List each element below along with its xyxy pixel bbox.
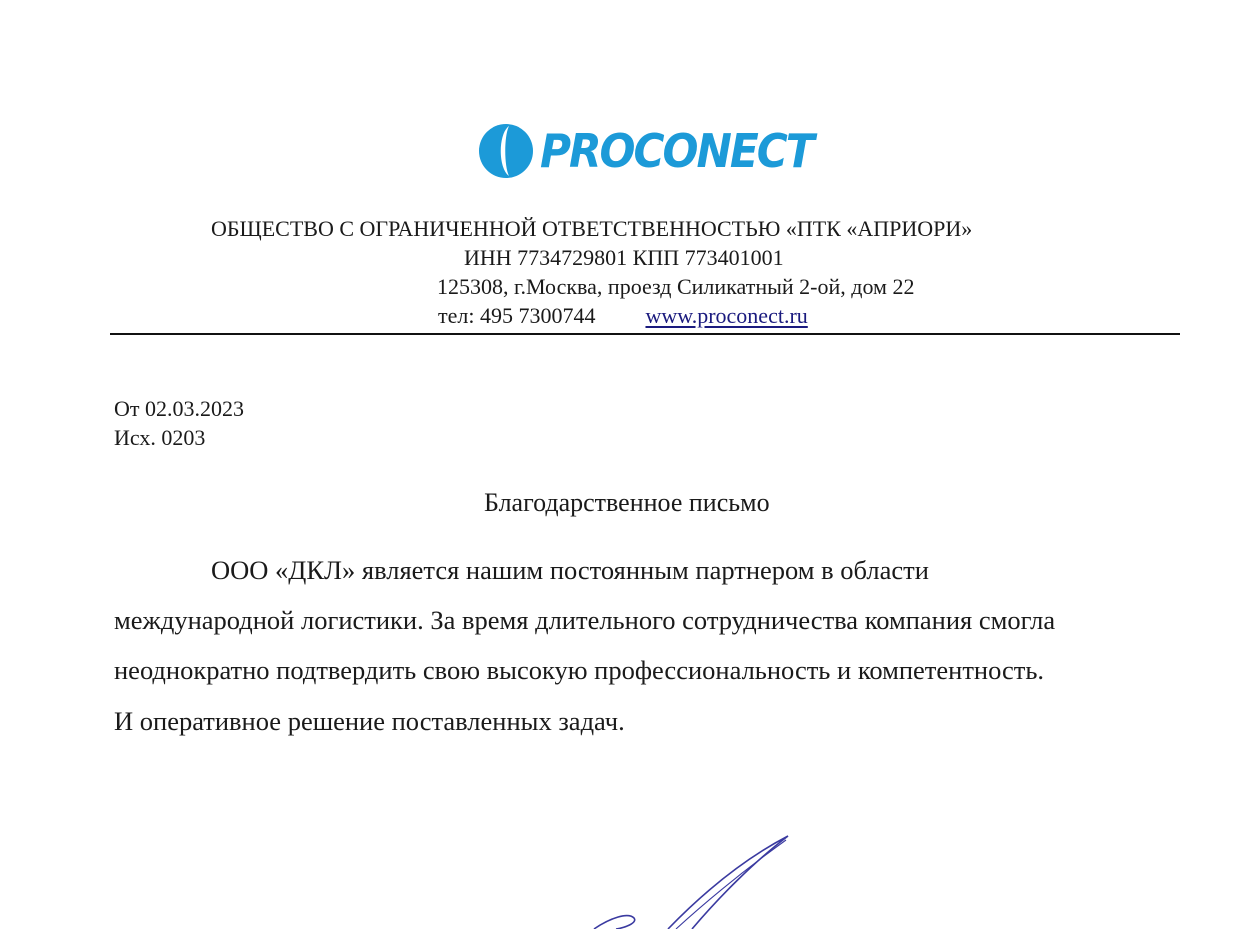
contacts-line <box>438 305 808 327</box>
inn-kpp: ИНН 7734729801 КПП 773401001 <box>464 245 784 270</box>
company-name: ОБЩЕСТВО С ОГРАНИЧЕННОЙ ОТВЕТСТВЕННОСТЬЮ «ПТК «АПРИОРИ» <box>211 216 973 241</box>
header-divider <box>110 333 1180 335</box>
phone-number: тел: 495 7300744 <box>438 303 596 328</box>
body-line: международной логистики. За время длительного сотрудничества компания смогла <box>114 605 1056 635</box>
document-title: Благодарственное письмо <box>484 488 770 517</box>
proconect-logo-icon <box>478 120 534 182</box>
logo-wordmark: PROCONECT <box>540 124 813 178</box>
company-address: 125308, г.Москва, проезд Силикатный 2-ой, дом 22 <box>437 274 915 299</box>
body-line: ООО «ДКЛ» является нашим постоянным партнером в области <box>211 555 929 585</box>
letter-date: От 02.03.2023 <box>114 396 245 421</box>
company-logo <box>478 118 813 184</box>
handwritten-signature <box>580 826 810 929</box>
body-line: И оперативное решение поставленных задач. <box>114 706 625 736</box>
website-link[interactable]: www.proconect.ru <box>645 303 808 328</box>
outgoing-number: Исх. 0203 <box>114 425 206 450</box>
body-line: неоднократно подтвердить свою высокую профессиональность и компетентность. <box>114 655 1045 685</box>
